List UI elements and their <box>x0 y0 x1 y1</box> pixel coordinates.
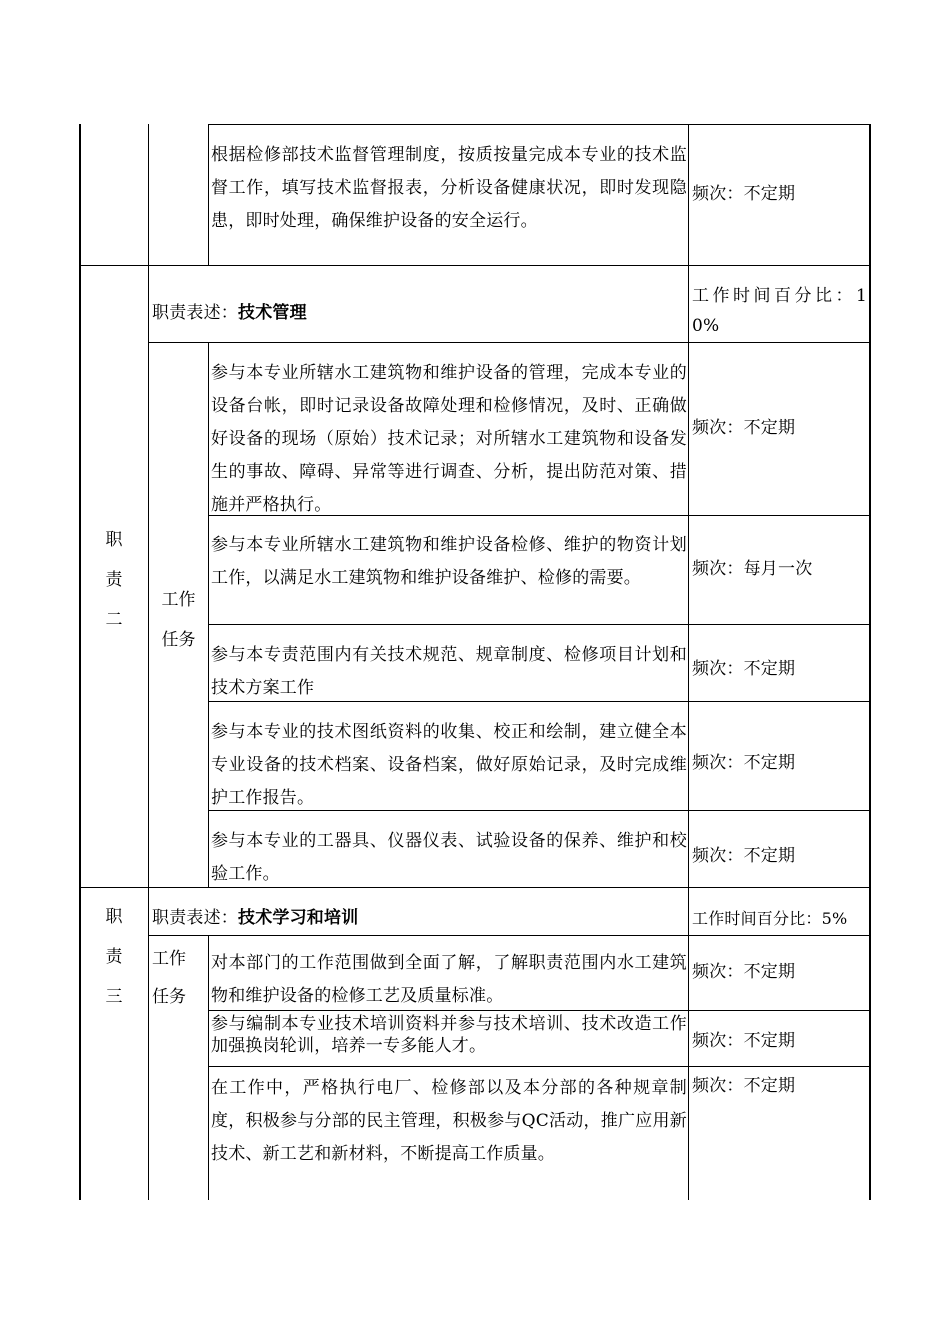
task-frequency: 频次：不定期 <box>692 845 796 866</box>
row-line <box>79 265 870 266</box>
task-frequency: 频次：不定期 <box>692 658 796 679</box>
col-divider-task <box>208 124 209 265</box>
task-text: 参与本专责范围内有关技术规范、规章制度、检修项目计划和技术方案工作 <box>211 645 687 698</box>
duty-label-char: 职 <box>105 530 123 550</box>
task-frequency: 频次：不定期 <box>692 184 796 204</box>
duty-statement <box>152 902 358 935</box>
duty-label <box>80 520 148 640</box>
time-percent: 工作时间百分比：10% <box>692 286 867 336</box>
task-label <box>149 580 208 660</box>
statement-prefix: 职责表述： <box>152 908 238 928</box>
statement-title: 技术管理 <box>238 303 307 323</box>
task-label-line: 任务 <box>152 987 186 1007</box>
duty-label-char: 二 <box>105 610 123 630</box>
task-text: 参与本专业的工器具、仪器仪表、试验设备的保养、维护和校验工作。 <box>211 831 687 884</box>
task-frequency: 频次：不定期 <box>692 1076 796 1096</box>
task-frequency: 频次：不定期 <box>692 418 796 438</box>
task-text: 参与本专业所辖水工建筑物和维护设备检修、维护的物资计划工作，以满足水工建筑物和维护设备维护、检修的需要。 <box>211 535 687 588</box>
task-text: 参与本专业的技术图纸资料的收集、校正和绘制，建立健全本专业设备的技术档案、设备档案，做好原始记录，及时完成维护工作报告。 <box>211 722 687 808</box>
task-text: 对本部门的工作范围做到全面了解，了解职责范围内水工建筑物和维护设备的检修工艺及质量标准。 <box>211 953 687 1006</box>
task-frequency: 频次：不定期 <box>692 962 796 982</box>
statement-prefix: 职责表述： <box>152 303 238 323</box>
task-text: 参与本专业所辖水工建筑物和维护设备的管理，完成本专业的设备台帐，即时记录设备故障处理和检修情况，及时、正确做好设备的现场（原始）技术记录；对所辖水工建筑物和设备发生的事故、障碍、异常等进行调查、分析，提出防范对策、措施并严格执行。 <box>211 363 687 515</box>
table-border-right <box>869 124 871 1200</box>
duty-label-char: 责 <box>105 947 123 967</box>
col-divider-task <box>208 935 209 1200</box>
col-divider-frequency <box>688 124 689 1200</box>
task-text: 在工作中，严格执行电厂、检修部以及本分部的各种规章制度，积极参与分部的民主管理，积极参与QC活动，推广应用新技术、新工艺和新材料，不断提高工作质量。 <box>211 1078 687 1164</box>
task-text: 根据检修部技术监督管理制度，按质按量完成本专业的技术监督工作，填写技术监督报表，分析设备健康状况，即时发现隐患，即时处理，确保维护设备的安全运行。 <box>211 145 687 231</box>
col-divider-label <box>148 124 149 1200</box>
duty-statement <box>152 297 307 330</box>
task-label-line: 任务 <box>161 630 196 650</box>
task-frequency: 频次：不定期 <box>692 752 796 773</box>
time-percent: 工作时间百分比：5% <box>692 909 848 928</box>
task-frequency: 频次：不定期 <box>692 1031 796 1051</box>
task-label-line: 工作 <box>161 590 196 610</box>
col-divider-task <box>208 342 209 887</box>
task-frequency: 频次：每月一次 <box>692 559 813 579</box>
duty-label-char: 责 <box>105 570 123 590</box>
task-label <box>152 940 186 1016</box>
task-label-line: 工作 <box>152 949 186 969</box>
duty-label <box>80 897 148 1017</box>
statement-title: 技术学习和培训 <box>238 908 359 928</box>
duty-label-char: 三 <box>105 987 123 1007</box>
duty-label-char: 职 <box>105 907 123 927</box>
row-line <box>208 1066 870 1067</box>
table-border-left <box>79 124 81 1200</box>
task-text: 参与编制本专业技术培训资料并参与技术培训、技术改造工作加强换岗轮训，培养一专多能人才。 <box>211 1014 687 1056</box>
